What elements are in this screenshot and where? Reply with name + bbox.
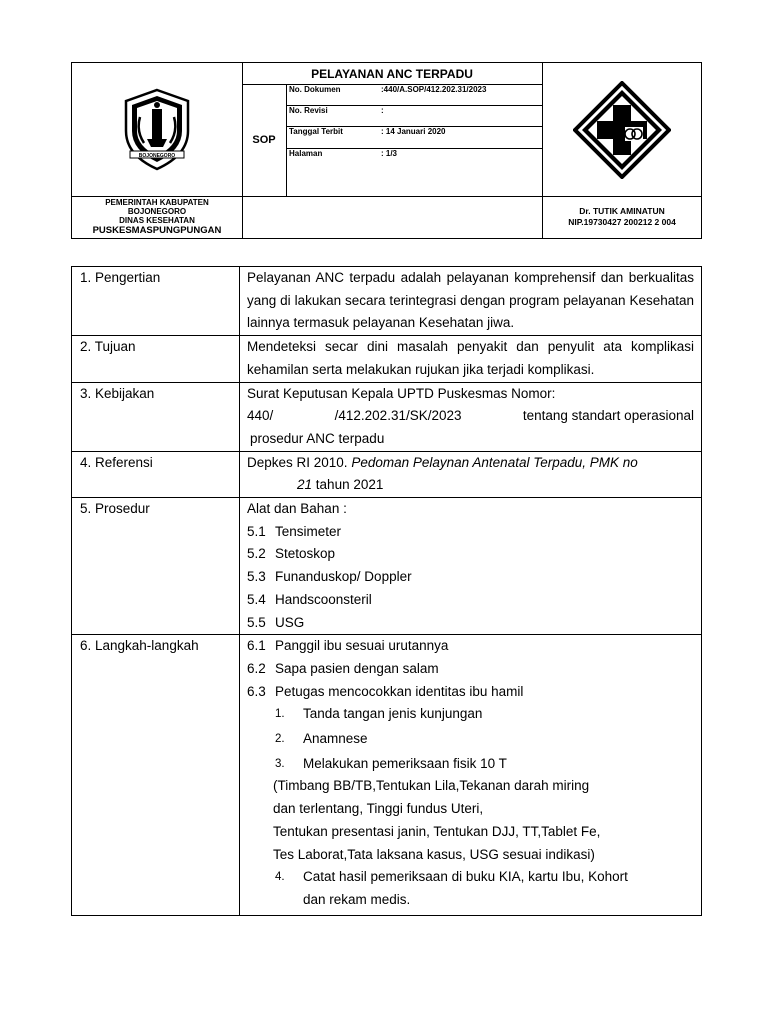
section-text: Pelayanan ANC terpadu adalah pelayanan komprehensif dan berkualitas yang di lakukan secara terintegrasi dengan program pelayanan Kesehatan lainnya termasuk pelayanan Kesehatan jiwa. xyxy=(240,267,702,336)
list-item: 6.1 Panggil ibu sesuai urutannya xyxy=(247,638,449,654)
sop-header: BOJONEGORO PELAYANAN ANC TERPADU SOP No. Dokumen :440/A.SOP/412.202.31/2023 No. Revisi : Tanggal Terbit : 14 Januari 2020 Halaman : 1/3 PEMERINTAH KABUPATEN BOJONEGORO DINAS KESEHATAN PUSKESMASPUNGPUNGAN Dr. TUTIK AMINATUN NIP.19730427 200212 2 004 xyxy=(71,62,702,239)
section-text: 6.1 Panggil ibu sesuai urutannya 6.2 Sapa pasien dengan salam 6.3 Petugas mencocokkan identitas ibu hamil 1. Tanda tangan jenis kunjungan 2. Anamnese 3. Melakukan pemeriksaan fisik 10 T (Timbang BB/TB,Tentukan Lila,Tekanan darah miring dan terlentang, Tinggi fundus Uteri, Tentukan presentasi janin, Tentukan DJJ, TT,Tablet Fe, Tes Laborat,Tata laksana kasus, USG sesuai indikasi) 4. Catat hasil pemeriksaan di buku KIA, kartu Ibu, Kohort dan rekam medis. xyxy=(240,635,702,915)
sub-list-item: 1. Tanda tangan jenis kunjungan xyxy=(275,706,483,722)
puskesmas-cross-icon xyxy=(573,81,671,179)
signer-nip: NIP.19730427 200212 2 004 xyxy=(568,217,676,227)
sop-content-table xyxy=(71,266,702,916)
list-item: 5.2 Stetoskop xyxy=(247,546,336,562)
sub-list-item: 4. Catat hasil pemeriksaan di buku KIA, kartu Ibu, Kohort xyxy=(275,869,628,885)
section-label: 4. Referensi xyxy=(72,451,240,497)
table-row-referensi xyxy=(72,451,702,497)
section-text: Surat Keputusan Kepala UPTD Puskesmas Nomor: 440/ /412.202.31/SK/2023 tentang standart operasional prosedur ANC terpadu xyxy=(240,382,702,451)
list-item: 5.5 USG xyxy=(247,614,305,630)
svg-text:BOJONEGORO: BOJONEGORO xyxy=(138,152,176,159)
sop-label: SOP xyxy=(252,134,276,146)
list-item: 6.2 Sapa pasien dengan salam xyxy=(247,660,439,676)
regency-logo xyxy=(72,63,242,196)
table-row-pengertian xyxy=(72,267,702,336)
section-text: Depkes RI 2010. Pedoman Pelaynan Antenatal Terpadu, PMK no 21 tahun 2021 xyxy=(240,451,702,497)
table-row-prosedur xyxy=(72,498,702,635)
section-label: 5. Prosedur xyxy=(72,498,240,635)
section-label: 2. Tujuan xyxy=(72,336,240,382)
table-row-tujuan xyxy=(72,336,702,382)
section-text: Alat dan Bahan : 5.1 Tensimeter 5.2 Stetoskop 5.3 Funanduskop/ Doppler 5.4 Handscoonsteril 5.5 USG xyxy=(240,498,702,635)
signer-name: Dr. TUTIK AMINATUN xyxy=(579,206,665,216)
table-row-langkah xyxy=(72,635,702,915)
section-label: 6. Langkah-langkah xyxy=(72,635,240,915)
doc-number: :440/A.SOP/412.202.31/2023 xyxy=(381,85,487,94)
sub-list-item: 2. Anamnese xyxy=(275,731,368,747)
section-label: 3. Kebijakan xyxy=(72,382,240,451)
document-title: PELAYANAN ANC TERPADU xyxy=(311,67,473,81)
list-item: 5.4 Handscoonsteril xyxy=(247,591,372,607)
section-text: Mendeteksi secar dini masalah penyakit dan penyulit ata komplikasi kehamilan serta melakukan rujukan jika terjadi komplikasi. xyxy=(240,336,702,382)
list-item: 5.3 Funanduskop/ Doppler xyxy=(247,569,412,585)
signatory-block xyxy=(542,196,702,238)
puskesmas-logo xyxy=(542,63,702,196)
list-item: 6.3 Petugas mencocokkan identitas ibu hamil xyxy=(247,683,524,699)
organization-name: PEMERINTAH KABUPATEN BOJONEGORO DINAS KESEHATAN PUSKESMASPUNGPUNGAN xyxy=(92,198,222,236)
list-item: 5.1 Tensimeter xyxy=(247,523,342,539)
table-row-kebijakan xyxy=(72,382,702,451)
section-label: 1. Pengertian xyxy=(72,267,240,336)
sub-list-item: 3. Melakukan pemeriksaan fisik 10 T xyxy=(275,755,507,771)
bojonegoro-emblem-icon xyxy=(116,87,198,173)
